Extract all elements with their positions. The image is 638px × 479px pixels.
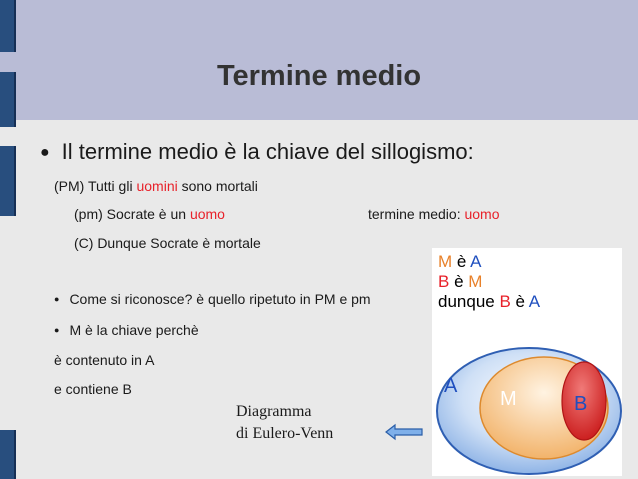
- left-arrow-icon: [384, 423, 424, 441]
- venn-line-2: [438, 272, 482, 292]
- venn-line-3: [438, 292, 540, 312]
- middle-term-label: termine medio:: [368, 206, 465, 222]
- venn-copula: è: [449, 272, 469, 291]
- slide-title: Termine medio: [216, 60, 422, 92]
- venn-term: B: [438, 272, 450, 291]
- decorative-side-bar: [0, 430, 16, 479]
- bullet-text: M è la chiave perchè: [69, 322, 199, 338]
- venn-word: dunque: [438, 292, 500, 311]
- main-bullet-text: Il termine medio è la chiave del sillogismo:: [61, 139, 474, 164]
- premise-minor-highlight: uomo: [189, 206, 225, 222]
- set-a-label: A: [444, 375, 458, 397]
- premise-major-highlight: uomini: [136, 178, 178, 194]
- middle-term-note: [368, 206, 500, 222]
- premise-major-text: (PM) Tutti gli: [54, 178, 137, 194]
- premise-minor-text: (pm) Socrate è un: [74, 206, 190, 222]
- bullet-text: Come si riconosce? è quello ripetuto in PM e pm: [69, 291, 371, 307]
- diagram-caption: [236, 401, 333, 445]
- venn-term: B: [499, 292, 511, 311]
- premise-major-text-end: sono mortali: [177, 178, 258, 194]
- set-m-label: M: [500, 388, 517, 410]
- bullet-item: [54, 322, 199, 338]
- venn-term: A: [470, 252, 482, 271]
- bullet-item: [54, 291, 371, 307]
- caption-line: di Eulero-Venn: [236, 425, 334, 442]
- set-b-label: B: [574, 393, 588, 415]
- bullet-icon: ●: [40, 144, 50, 161]
- venn-line-1: [438, 252, 481, 272]
- decorative-side-bar: [0, 0, 16, 52]
- caption-line: Diagramma: [236, 403, 312, 420]
- venn-term: M: [438, 252, 453, 271]
- middle-term-value: uomo: [464, 206, 500, 222]
- venn-term: A: [528, 292, 541, 311]
- bullet-icon: ●: [54, 325, 60, 335]
- conclusion: (C) Dunque Socrate è mortale: [74, 235, 261, 251]
- main-bullet: [40, 139, 474, 165]
- venn-term: M: [468, 272, 483, 291]
- premise-major: [54, 178, 258, 194]
- venn-copula: è: [510, 292, 529, 311]
- venn-copula: è: [452, 252, 471, 271]
- bullet-icon: ●: [54, 294, 60, 304]
- explanation-line: è contenuto in A: [54, 352, 155, 368]
- premise-minor: [74, 206, 225, 222]
- explanation-line: e contiene B: [54, 381, 132, 397]
- decorative-side-bar: [0, 146, 16, 216]
